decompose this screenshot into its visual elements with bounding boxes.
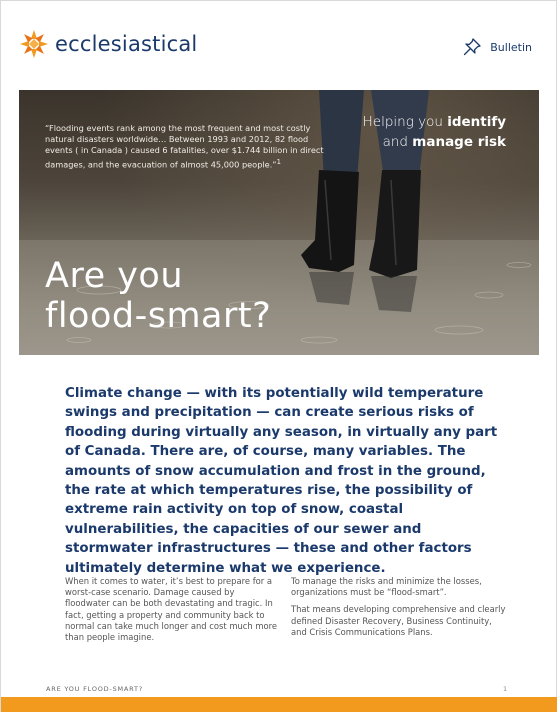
title-line-1: Are you <box>45 256 184 296</box>
hero-quote <box>45 123 327 171</box>
body-paragraph: When it comes to water, it’s best to prepare for a worst-case scenario. Damage caused by floodwater can be both devastating and tragic. In fact, getting a property and community back to normal can take much longer and cost much more than people imagine. <box>65 576 278 643</box>
company-logo[interactable] <box>19 29 197 59</box>
tagline-line-2: and manage risk <box>382 134 506 150</box>
footer-running-title: ARE YOU FLOOD-SMART? <box>46 685 144 693</box>
title-line-2: flood-smart? <box>45 296 272 336</box>
body-column-right <box>291 576 506 638</box>
hero-quote-footnote: 1 <box>276 157 281 166</box>
bulletin-badge <box>462 37 532 57</box>
hero-quote-text: “Flooding events rank among the most frequent and most costly natural disasters worldwide… Between 1993 and 2012, 82 flood events ( in Canada ) caused 6 fatalities, over $1.744 billion in direct damages, and the evacuation of almost 45,000 people.” <box>45 123 324 170</box>
intro-paragraph: Climate change — with its potentially wild temperature swings and precipitation — can create serious risks of flooding during virtually any season, in virtually any part of Canada. There are, of course, many variables. The amounts of snow accumulation and frost in the ground, the rate at which temperatures rise, the possibility of extreme rain activity on top of snow, coastal vulnerabilities, the capacities of our sewer and stormwater infrastructures — these and other factors ultimately determine what we experience. <box>65 386 498 576</box>
hero-banner <box>19 90 539 355</box>
star-burst-logo-icon <box>19 29 49 59</box>
footer-accent-bar <box>1 697 557 712</box>
page-number: 1 <box>503 685 508 693</box>
tagline-line-1: Helping you identify <box>362 114 506 130</box>
hero-tagline <box>363 112 506 152</box>
body-paragraph: That means developing comprehensive and clearly defined Disaster Recovery, Business Continuity, and Crisis Communications Plans. <box>291 604 506 637</box>
body-column-left <box>65 576 280 643</box>
pushpin-icon <box>462 37 482 57</box>
logo-wordmark: ecclesiastical <box>55 32 198 56</box>
body-paragraph: To manage the risks and minimize the losses, organizations must be “flood-smart”. <box>291 576 482 598</box>
bulletin-label: Bulletin <box>490 40 532 54</box>
page-title <box>45 256 271 336</box>
